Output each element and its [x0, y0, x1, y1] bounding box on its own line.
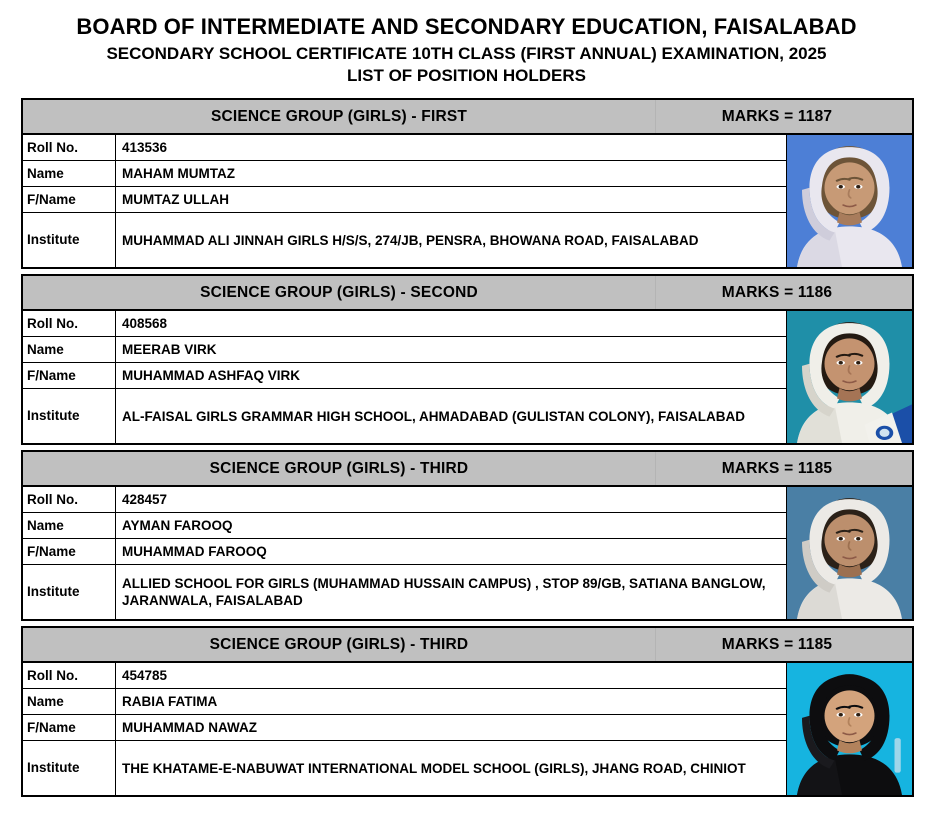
table-row	[23, 513, 786, 539]
roll-no-label: Roll No.	[23, 311, 116, 336]
roll-no-value: 428457	[122, 492, 168, 507]
candidate-photo-meerab-virk	[787, 311, 912, 443]
father-name-label: F/Name	[23, 715, 116, 740]
name-label: Name	[23, 337, 116, 362]
father-name-label: F/Name	[23, 539, 116, 564]
exam-title: SECONDARY SCHOOL CERTIFICATE 10TH CLASS (FIRST ANNUAL) EXAMINATION, 2025	[106, 44, 827, 63]
card-body	[21, 135, 914, 269]
institute-text: MUHAMMAD ALI JINNAH GIRLS H/S/S, 274/JB, PENSRA, BHOWANA ROAD, FAISALABAD	[122, 232, 699, 248]
institute-value	[116, 741, 786, 795]
photo-cell	[786, 311, 912, 443]
table-row	[23, 663, 786, 689]
table-row	[23, 715, 786, 741]
card-body	[21, 663, 914, 797]
board-title: BOARD OF INTERMEDIATE AND SECONDARY EDUCATION, FAISALABAD	[76, 14, 857, 39]
name-label: Name	[23, 513, 116, 538]
name-value: RABIA FATIMA	[122, 694, 218, 709]
card-header	[21, 274, 914, 311]
institute-text: THE KHATAME-E-NABUWAT INTERNATIONAL MODEL SCHOOL (GIRLS), JHANG ROAD, CHINIOT	[122, 760, 746, 776]
father-name-value: MUHAMMAD FAROOQ	[122, 544, 267, 559]
position-holder-card	[21, 626, 914, 797]
field-list	[23, 135, 786, 267]
table-row	[23, 689, 786, 715]
name-value: MAHAM MUMTAZ	[122, 166, 235, 181]
table-row	[23, 363, 786, 389]
photo-cell	[786, 663, 912, 795]
roll-no-value: 454785	[122, 668, 168, 683]
institute-value	[116, 565, 786, 619]
institute-label: Institute	[23, 741, 116, 795]
position-holder-card	[21, 274, 914, 445]
table-row	[23, 135, 786, 161]
marks-value: MARKS = 1187	[721, 107, 833, 125]
table-row	[23, 539, 786, 565]
card-header	[21, 450, 914, 487]
candidate-photo-ayman-farooq	[787, 487, 912, 619]
roll-no-label: Roll No.	[23, 487, 116, 512]
father-name-value: MUHAMMAD NAWAZ	[122, 720, 257, 735]
institute-text: ALLIED SCHOOL FOR GIRLS (MUHAMMAD HUSSAIN CAMPUS) , STOP 89/GB, SATIANA BANGLOW, JARANWALA, FAISALABAD	[122, 576, 766, 608]
name-label: Name	[23, 161, 116, 186]
card-header	[21, 626, 914, 663]
table-row	[23, 741, 786, 795]
name-value: AYMAN FAROOQ	[122, 518, 233, 533]
group-position-title: SCIENCE GROUP (GIRLS) - FIRST	[23, 100, 656, 133]
card-body	[21, 487, 914, 621]
institute-label: Institute	[23, 213, 116, 267]
field-list	[23, 487, 786, 619]
marks-value: MARKS = 1185	[721, 459, 833, 477]
name-label: Name	[23, 689, 116, 714]
table-row	[23, 187, 786, 213]
roll-no-value: 408568	[122, 316, 168, 331]
group-position-title: SCIENCE GROUP (GIRLS) - THIRD	[23, 628, 656, 661]
institute-text: AL-FAISAL GIRLS GRAMMAR HIGH SCHOOL, AHMADABAD (GULISTAN COLONY), FAISALABAD	[122, 408, 745, 424]
father-name-label: F/Name	[23, 187, 116, 212]
table-row	[23, 389, 786, 443]
photo-cell	[786, 135, 912, 267]
roll-no-value: 413536	[122, 140, 168, 155]
table-row	[23, 337, 786, 363]
marks-value: MARKS = 1186	[721, 283, 833, 301]
group-position-title: SCIENCE GROUP (GIRLS) - SECOND	[23, 276, 656, 309]
group-position-title: SCIENCE GROUP (GIRLS) - THIRD	[23, 452, 656, 485]
card-body	[21, 311, 914, 445]
position-holder-card	[21, 98, 914, 269]
page-heading	[0, 0, 933, 87]
table-row	[23, 161, 786, 187]
marks-value: MARKS = 1185	[721, 635, 833, 653]
field-list	[23, 663, 786, 795]
father-name-value: MUMTAZ ULLAH	[122, 192, 229, 207]
card-header	[21, 98, 914, 135]
father-name-value: MUHAMMAD ASHFAQ VIRK	[122, 368, 300, 383]
name-value: MEERAB VIRK	[122, 342, 217, 357]
roll-no-label: Roll No.	[23, 663, 116, 688]
table-row	[23, 487, 786, 513]
position-holders-list	[0, 98, 933, 797]
table-row	[23, 311, 786, 337]
table-row	[23, 565, 786, 619]
candidate-photo-maham-mumtaz	[787, 135, 912, 267]
field-list	[23, 311, 786, 443]
candidate-photo-rabia-fatima	[787, 663, 912, 795]
institute-value	[116, 389, 786, 443]
photo-cell	[786, 487, 912, 619]
list-subtitle: LIST OF POSITION HOLDERS	[347, 66, 586, 85]
institute-value	[116, 213, 786, 267]
institute-label: Institute	[23, 565, 116, 619]
institute-label: Institute	[23, 389, 116, 443]
father-name-label: F/Name	[23, 363, 116, 388]
position-holder-card	[21, 450, 914, 621]
table-row	[23, 213, 786, 267]
roll-no-label: Roll No.	[23, 135, 116, 160]
